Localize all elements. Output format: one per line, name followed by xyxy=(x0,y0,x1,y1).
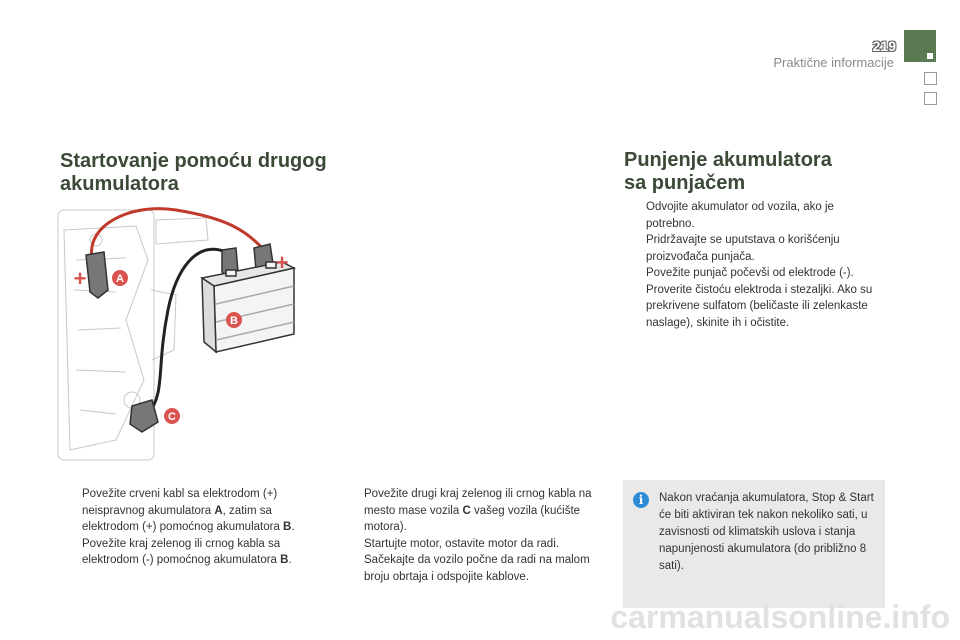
right-section-title xyxy=(624,149,874,195)
page-number: 219 xyxy=(872,38,896,54)
ref-b: B xyxy=(283,521,292,533)
plus-sign-left: + xyxy=(73,266,87,291)
label-a-badge xyxy=(112,270,128,286)
left-title-line1: Startovanje pomoću drugog xyxy=(60,150,327,172)
red-cable xyxy=(91,209,264,270)
list-item xyxy=(342,486,597,536)
jump-steps-list-1 xyxy=(60,486,310,569)
step-text: Sačekajte da vozilo počne da radi na malom broju obrtaja i odspojite kablove. xyxy=(364,554,590,583)
step-text: . xyxy=(291,521,295,533)
step-text: Pridržavajte se uputstava o korišćenju proizvođača punjača. xyxy=(646,234,840,263)
label-c: C xyxy=(168,411,176,423)
charging-steps-list xyxy=(624,199,874,331)
label-c-badge xyxy=(164,408,180,424)
label-b-badge xyxy=(226,312,242,328)
jump-steps-list-2 xyxy=(342,486,597,585)
list-item xyxy=(60,536,310,569)
watermark: carmanualsonline.info xyxy=(610,599,950,635)
step-text: Odvojite akumulator od vozila, ako je potrebno. xyxy=(646,201,834,230)
chapter-tab-box-2 xyxy=(924,92,937,105)
right-title-line1: Punjenje akumulatora xyxy=(624,149,832,171)
step-text: . xyxy=(288,554,292,566)
label-b: B xyxy=(230,315,238,327)
step-text: Proverite čistoću elektroda i stezaljki. Ako su prekrivene sulfatom (beličaste ili zelenkaste naslage), skinite ih i očistite. xyxy=(646,283,873,329)
chapter-tab xyxy=(904,30,936,62)
chapter-tab-box-1 xyxy=(924,72,937,85)
step-text: Povežite kraj zelenog ili crnog kabla sa elektrodom (-) pomoćnog akumulatora xyxy=(82,537,281,566)
list-item xyxy=(342,552,597,585)
step-text: Startujte motor, ostavite motor da radi. xyxy=(364,537,559,550)
info-note-box xyxy=(623,480,885,608)
right-title-line2: sa punjačem xyxy=(624,172,746,194)
step-text: vašeg vozila (kućište motora). xyxy=(364,504,581,533)
step-text: Povežite drugi kraj zelenog ili crnog kabla na mesto mase vozila xyxy=(364,488,592,517)
list-item xyxy=(342,536,597,553)
ref-c: C xyxy=(462,504,471,517)
list-item xyxy=(624,265,874,282)
label-a: A xyxy=(116,273,124,285)
left-title-line2: akumulatora xyxy=(60,173,179,195)
info-note-text: Nakon vraćanja akumulatora, Stop & Start će biti aktiviran tek nakon nekoliko sati, u zavisnosti od klimatskih uslova i stanja napunjenosti akumulatora (do približno 8 sati). xyxy=(659,492,874,572)
jump-start-illustration xyxy=(56,200,316,470)
plus-sign-right: + xyxy=(275,250,289,275)
list-item xyxy=(624,232,874,265)
list-item xyxy=(60,486,310,536)
clamp-a xyxy=(86,252,108,298)
info-icon: i xyxy=(633,492,649,508)
list-item xyxy=(624,282,874,332)
list-item xyxy=(624,199,874,232)
ref-b: B xyxy=(280,554,289,566)
step-text: Povežite crveni kabl sa elektrodom (+) neispravnog akumulatora xyxy=(82,488,278,517)
left-section-title xyxy=(60,150,340,196)
ref-a: A xyxy=(214,504,223,517)
tab-marker xyxy=(927,53,933,59)
step-text: , zatim sa elektrodom (+) pomoćnog akumulatora xyxy=(82,504,284,533)
step-text: Povežite punjač počevši od elektrode (-). xyxy=(646,267,854,279)
section-header: Praktične informacije xyxy=(773,55,894,70)
booster-battery xyxy=(202,262,294,352)
